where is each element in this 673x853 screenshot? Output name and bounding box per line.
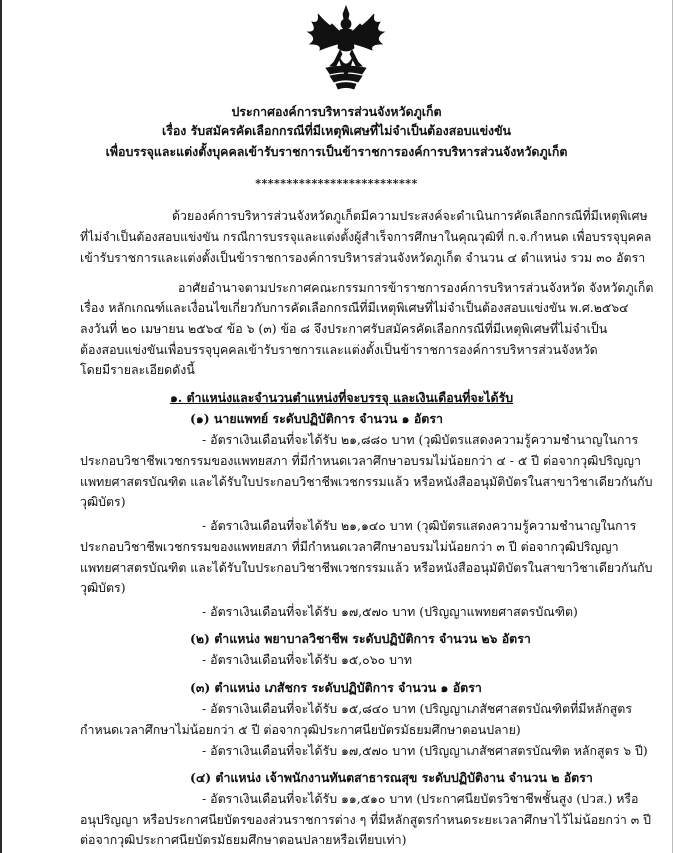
authority-line-1: อาศัยอำนาจตามประกาศคณะกรรมการข้าราชการองค์การบริหารส่วนจังหวัด จังหวัดภูเก็ต	[178, 280, 654, 295]
intro-line-1: ด้วยองค์การบริหารส่วนจังหวัดภูเก็ตมีความประสงค์จะดำเนินการคัดเลือกกรณีที่มีเหตุพิเศษ	[172, 208, 648, 223]
position-3-salary-a-line-2: กำหนดเวลาศึกษาไม่น้อยกว่า ๕ ปี ต่อจากวุฒิประกาศนียบัตรมัธยมศึกษาตอนปลาย)	[80, 722, 521, 737]
announcement-subject: เรื่อง รับสมัครคัดเลือกกรณีที่มีเหตุพิเศษที่ไม่จำเป็นต้องสอบแข่งขัน	[161, 123, 512, 138]
position-1-salary-a-line-2: ประกอบวิชาชีพเวชกรรมของแพทยสภา ที่มีกำหนดเวลาศึกษาอบรมไม่น้อยกว่า ๔ - ๕ ปี ต่อจากวุฒิปริญญา	[80, 453, 641, 468]
position-3-salary-a-line-1: - อัตราเงินเดือนที่จะได้รับ ๑๕,๘๔๐ บาท (ปริญญาเภสัชศาสตรบัณฑิตที่มีหลักสูตร	[202, 701, 632, 716]
position-4-title: (๔) ตำแหน่ง เจ้าพนักงานทันตสาธารณสุข ระดับปฏิบัติงาน จำนวน ๒ อัตรา	[190, 770, 593, 785]
section-1-heading: ๑. ตำแหน่งและจำนวนตำแหน่งที่จะบรรจุ และเงินเดือนที่จะได้รับ	[170, 390, 514, 405]
position-1-salary-a-line-4: วุฒิบัตร)	[80, 494, 126, 509]
announcement-purpose: เพื่อบรรจุและแต่งตั้งบุคคลเข้ารับราชการเป็นข้าราชการองค์การบริหารส่วนจังหวัดภูเก็ต	[105, 144, 568, 159]
position-1-salary-a-line-3: แพทยศาสตรบัณฑิต และได้รับใบประกอบวิชาชีพเวชกรรมแล้ว หรือหนังสืออนุมัติบัตรในสาขาวิชาเดียวกันกับ	[80, 474, 653, 489]
intro-line-2: ที่ไม่จำเป็นต้องสอบแข่งขัน กรณีการบรรจุและแต่งตั้งผู้สำเร็จการศึกษาในคุณวุฒิที่ ก.จ.กำหนด เพื่อบรรจุบุคคล	[80, 230, 652, 244]
position-1-salary-b-line-2: ประกอบวิชาชีพเวชกรรมของแพทยสภา ที่มีกำหนดเวลาศึกษาอบรมไม่น้อยกว่า ๓ ปี ต่อจากวุฒิปริญญา	[80, 539, 619, 554]
position-1-salary-a-line-1: - อัตราเงินเดือนที่จะได้รับ ๒๑,๘๘๐ บาท (วุฒิบัตรแสดงความรู้ความชำนาญในการ	[202, 432, 639, 447]
position-4-salary-line-3: ต่อจากวุฒิประกาศนียบัตรมัธยมศึกษาตอนปลายหรือเทียบเท่า)	[80, 832, 407, 847]
intro-line-3: เข้ารับราชการและแต่งตั้งเป็นข้าราชการองค์การบริหารส่วนจังหวัดภูเก็ต จำนวน ๔ ตำแหน่ง รวม ๓๐ อัตรา	[80, 250, 646, 265]
position-1-title: (๑) นายแพทย์ ระดับปฏิบัติการ จำนวน ๑ อัตรา	[190, 411, 443, 426]
garuda-emblem-icon	[300, 4, 392, 92]
position-3-salary-b: - อัตราเงินเดือนที่จะได้รับ ๑๗,๕๗๐ บาท (ปริญญาเภสัชศาสตรบัณฑิต หลักสูตร ๖ ปี)	[202, 743, 648, 758]
authority-line-5: โดยมีรายละเอียดดังนี้	[80, 362, 195, 377]
position-1-salary-c: - อัตราเงินเดือนที่จะได้รับ ๑๗,๕๗๐ บาท (ปริญญาแพทยศาสตรบัณฑิต)	[202, 604, 578, 619]
announcement-org-title: ประกาศองค์การบริหารส่วนจังหวัดภูเก็ต	[231, 104, 442, 119]
position-2-salary: - อัตราเงินเดือนที่จะได้รับ ๑๕,๐๖๐ บาท	[202, 652, 413, 667]
header-separator: **************************	[255, 177, 418, 190]
authority-line-3: ลงวันที่ ๒๐ เมษายน ๒๕๖๔ ข้อ ๖ (๓) ข้อ ๘ จึงประกาศรับสมัครคัดเลือกกรณีที่มีเหตุพิเศษที่ไม่จำเป็น	[80, 321, 608, 336]
position-4-salary-line-2: อนุปริญญา หรือประกาศนียบัตรของส่วนราชการต่าง ๆ ที่มีหลักสูตรกำหนดระยะเวลาศึกษาไว้ไม่น้อยกว่า ๓ ปี	[80, 812, 652, 827]
position-2-title: (๒) ตำแหน่ง พยาบาลวิชาชีพ ระดับปฏิบัติการ จำนวน ๒๖ อัตรา	[190, 631, 531, 646]
authority-line-4: ต้องสอบแข่งขันเพื่อบรรจุบุคคลเข้ารับราชการและแต่งตั้งเป็นข้าราชการองค์การบริหารส่วนจังหวัด	[80, 342, 598, 357]
authority-line-2: เรื่อง หลักเกณฑ์และเงื่อนไขเกี่ยวกับการคัดเลือกกรณีที่มีเหตุพิเศษที่ไม่จำเป็นต้องสอบแข่งขัน พ.ศ.๒๕๖๔	[80, 300, 629, 315]
position-3-title: (๓) ตำแหน่ง เภสัชกร ระดับปฏิบัติการ จำนวน ๑ อัตรา	[190, 680, 482, 695]
position-4-salary-line-1: - อัตราเงินเดือนที่จะได้รับ ๑๑,๕๑๐ บาท (ประกาศนียบัตรวิชาชีพชั้นสูง (ปวส.) หรือ	[202, 791, 639, 806]
position-1-salary-b-line-3: แพทยศาสตรบัณฑิต และได้รับใบประกอบวิชาชีพเวชกรรมแล้ว หรือหนังสืออนุมัติบัตรในสาขาวิชาเดียวกันกับ	[80, 560, 653, 575]
position-1-salary-b-line-4: วุฒิบัตร)	[80, 580, 126, 595]
position-1-salary-b-line-1: - อัตราเงินเดือนที่จะได้รับ ๒๑,๑๔๐ บาท (วุฒิบัตรแสดงความรู้ความชำนาญในการ	[202, 518, 637, 533]
